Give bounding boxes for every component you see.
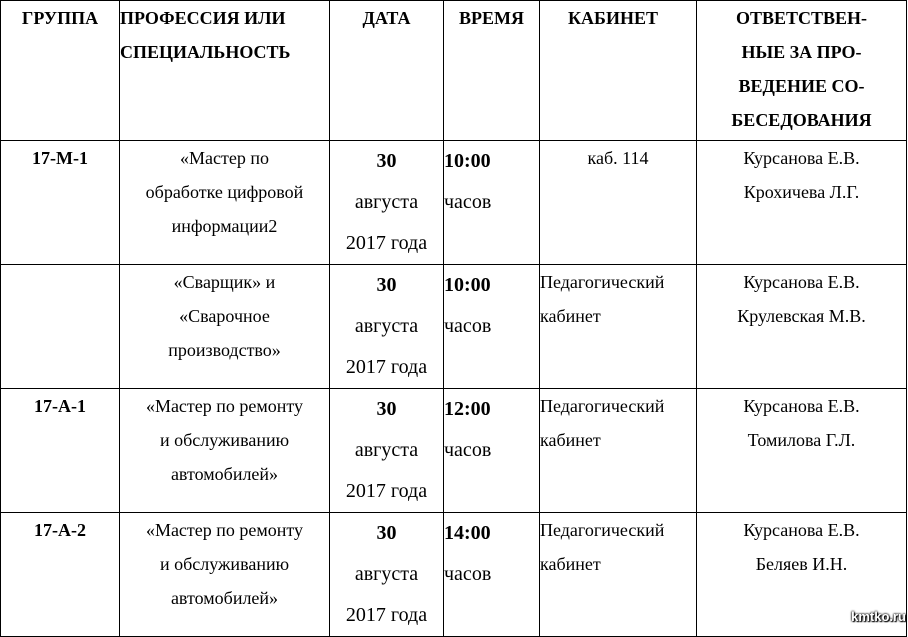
time-unit: часов	[444, 191, 492, 213]
profession-line: и обслуживанию	[159, 430, 290, 450]
header-responsible-line: ВЕДЕНИЕ СО-	[738, 76, 865, 96]
time-value: 10:00	[444, 274, 491, 296]
room-line: кабинет	[540, 554, 601, 574]
profession-line: «Мастер по ремонту	[145, 520, 304, 540]
profession-line: обработке цифровой	[145, 182, 304, 202]
room-cell	[540, 389, 697, 513]
profession-line: и обслуживанию	[159, 554, 290, 574]
header-responsible-line: ОТВЕТСТВЕН-	[735, 8, 868, 28]
responsible-person: Курсанова Е.В.	[743, 396, 860, 416]
date-day: 30	[376, 522, 397, 544]
date-year: 2017 года	[345, 232, 428, 254]
profession-line: автомобилей»	[170, 464, 279, 484]
date-cell	[330, 389, 444, 513]
group-cell: 17-А-1	[1, 389, 120, 513]
time-cell	[444, 141, 540, 265]
date-month: августа	[354, 439, 419, 461]
responsible-cell	[697, 265, 907, 389]
room-line: каб. 114	[587, 148, 649, 168]
time-unit: часов	[444, 315, 492, 337]
time-value: 14:00	[444, 522, 491, 544]
group-cell	[1, 265, 120, 389]
room-cell	[540, 141, 697, 265]
time-value: 10:00	[444, 150, 491, 172]
room-cell	[540, 265, 697, 389]
header-profession-line: СПЕЦИАЛЬНОСТЬ	[120, 42, 291, 62]
date-month: августа	[354, 563, 419, 585]
room-line: кабинет	[540, 306, 601, 326]
responsible-person: Курсанова Е.В.	[743, 272, 860, 292]
site-watermark: kmtko.ru	[851, 609, 906, 624]
profession-line: «Сварочное	[179, 306, 270, 326]
profession-line: «Мастер по ремонту	[145, 396, 304, 416]
date-day: 30	[376, 150, 397, 172]
date-year: 2017 года	[345, 604, 428, 626]
table-row	[1, 141, 907, 265]
responsible-cell	[697, 389, 907, 513]
date-day: 30	[376, 274, 397, 296]
room-line: Педагогический	[540, 272, 665, 292]
profession-line: «Сварщик» и	[173, 272, 276, 292]
header-responsible-line: НЫЕ ЗА ПРО-	[741, 42, 862, 62]
date-cell	[330, 141, 444, 265]
header-responsible-line: БЕСЕДОВАНИЯ	[731, 110, 872, 130]
time-unit: часов	[444, 439, 492, 461]
table-row	[1, 513, 907, 637]
responsible-person: Курсанова Е.В.	[743, 520, 860, 540]
group-cell: 17-А-2	[1, 513, 120, 637]
profession-line: производство»	[168, 340, 281, 360]
room-line: Педагогический	[540, 520, 665, 540]
header-date: ДАТА	[330, 1, 444, 141]
room-line: кабинет	[540, 430, 601, 450]
group-cell: 17-М-1	[1, 141, 120, 265]
responsible-person: Беляев И.Н.	[755, 554, 848, 574]
responsible-person: Крулевская М.В.	[737, 306, 866, 326]
profession-cell	[120, 389, 330, 513]
table-row	[1, 389, 907, 513]
header-time: ВРЕМЯ	[444, 1, 540, 141]
date-month: августа	[354, 315, 419, 337]
time-value: 12:00	[444, 398, 491, 420]
time-cell	[444, 265, 540, 389]
header-profession-line: ПРОФЕССИЯ ИЛИ	[120, 8, 286, 28]
date-cell	[330, 513, 444, 637]
responsible-person: Курсанова Е.В.	[743, 148, 860, 168]
date-year: 2017 года	[345, 480, 428, 502]
time-cell	[444, 389, 540, 513]
time-unit: часов	[444, 563, 492, 585]
room-cell	[540, 513, 697, 637]
date-month: августа	[354, 191, 419, 213]
profession-cell	[120, 513, 330, 637]
table-row	[1, 265, 907, 389]
date-cell	[330, 265, 444, 389]
profession-line: «Мастер по	[180, 148, 269, 168]
responsible-person: Томилова Г.Л.	[747, 430, 856, 450]
date-year: 2017 года	[345, 356, 428, 378]
header-row	[1, 1, 907, 141]
room-line: Педагогический	[540, 396, 665, 416]
header-responsible	[697, 1, 907, 141]
header-room: КАБИНЕТ	[540, 1, 697, 141]
responsible-cell	[697, 141, 907, 265]
profession-line: автомобилей»	[170, 588, 279, 608]
profession-cell	[120, 141, 330, 265]
time-cell	[444, 513, 540, 637]
profession-line: информации2	[171, 216, 278, 236]
responsible-person: Крохичева Л.Г.	[743, 182, 860, 202]
profession-cell	[120, 265, 330, 389]
date-day: 30	[376, 398, 397, 420]
header-group: ГРУППА	[1, 1, 120, 141]
header-profession	[120, 1, 330, 141]
